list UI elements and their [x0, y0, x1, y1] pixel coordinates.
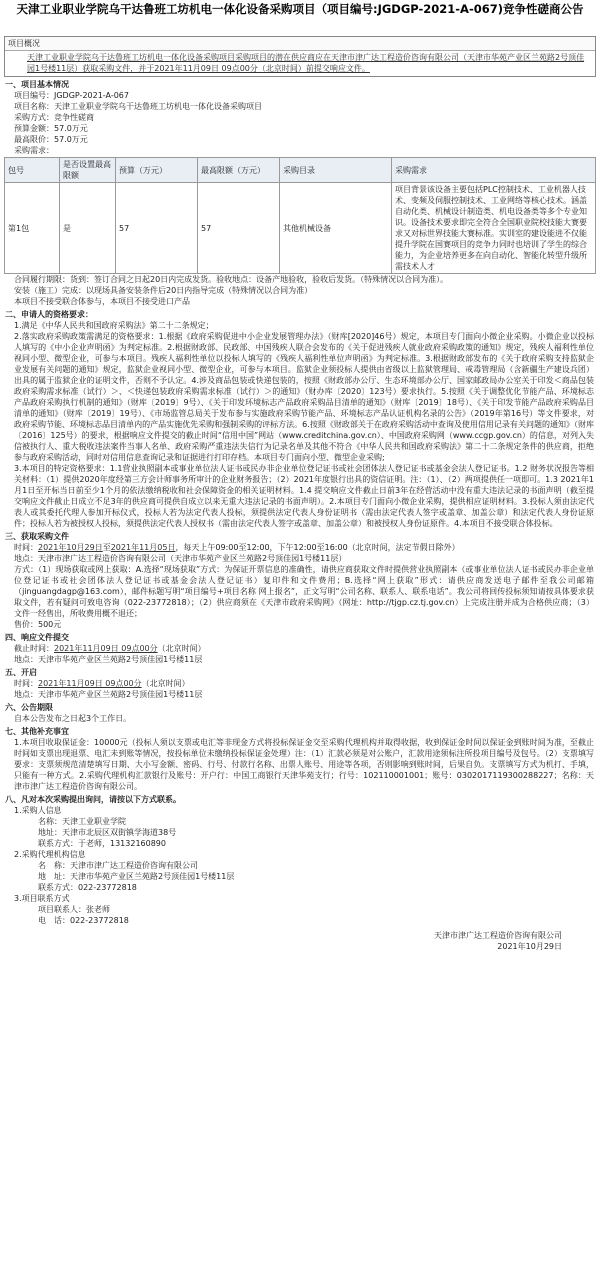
section-period-heading: 六、公告期限	[5, 703, 53, 712]
project-number: 项目编号：JGDGP-2021-A-067	[14, 91, 129, 100]
announcement-period: 自本公告发布之日起3个工作日。	[14, 714, 132, 723]
consortium-note: 本项目不接受联合体参与，本项目不接受进口产品	[14, 297, 190, 306]
announcement-page	[4, 0, 596, 952]
opening-time-suffix: （北京时间）	[141, 679, 190, 688]
col-header-package: 包号	[5, 158, 60, 183]
obtain-time	[4, 542, 596, 553]
section-contact-heading: 八、凡对本次采购提出询问，请按以下方式联系。	[5, 795, 181, 804]
procurement-needs-label: 采购需求：	[14, 146, 54, 155]
signature-block	[4, 930, 596, 952]
budget-amount: 预算金额：57.0万元	[14, 124, 88, 133]
signature-org: 天津市津广达工程造价咨询有限公司	[434, 931, 562, 940]
procurement-method: 采购方式：竞争性磋商	[14, 113, 94, 122]
obtain-time-end: 2021年11月05日	[110, 543, 176, 552]
purchaser-contact: 联系方式：于老师，13132160890	[38, 839, 166, 848]
cell-package: 第1包	[5, 183, 60, 274]
cell-has-limit: 是	[60, 183, 116, 274]
max-price: 最高限价：57.0万元	[14, 135, 88, 144]
obtain-place: 地点：天津市津广达工程造价咨询有限公司（天津市华苑产业区兰苑路2号顶佳园1号楼11层）	[14, 554, 347, 563]
opening-time-value: 2021年11月09日 09点00分	[38, 679, 142, 688]
section-opening-heading: 五、开启	[5, 668, 37, 677]
qualification-para-1: 1.满足《中华人民共和国政府采购法》第二十二条规定；	[14, 321, 214, 330]
submission-deadline-value: 2021年11月09日 09点00分	[54, 644, 158, 653]
submission-place: 地点：天津市华苑产业区兰苑路2号顶佳园1号楼11层	[14, 655, 203, 664]
table-header-row	[5, 158, 596, 183]
obtain-time-start: 2021年10月29日	[38, 543, 103, 552]
col-header-budget: 预算（万元）	[116, 158, 198, 183]
section-basic-info-heading: 一、项目基本情况	[5, 80, 69, 89]
project-name: 项目名称：天津工业职业学院乌干达鲁班工坊机电一体化设备采购项目	[14, 102, 262, 111]
obtain-time-suffix: ，每天上午09:00至12:00，下午12:00至16:00（北京时间，法定节假日除外）	[175, 543, 460, 552]
submission-deadline-prefix: 截止时间：	[14, 644, 54, 653]
purchaser-address: 地址：天津市北辰区双街镇学海道38号	[38, 828, 177, 837]
submission-deadline	[4, 643, 596, 654]
page-title: 天津工业职业学院乌干达鲁班工坊机电一体化设备采购项目（项目编号:JGDGP-2021-A-067)竞争性磋商公告	[16, 2, 584, 16]
opening-time	[4, 678, 596, 689]
col-header-has-limit: 是否设置最高限额	[60, 158, 116, 183]
overview-box	[4, 36, 596, 77]
agency-contact: 联系方式：022-23772818	[38, 883, 137, 892]
opening-time-prefix: 时间：	[14, 679, 38, 688]
cell-limit: 57	[198, 183, 280, 274]
purchaser-title: 1.采购人信息	[14, 806, 62, 815]
section-qualification-heading: 二、申请人的资格要求：	[5, 310, 93, 319]
obtain-time-mid: 至	[102, 543, 111, 552]
agency-name: 名 称：天津市津广达工程造价咨询有限公司	[38, 861, 198, 870]
agency-title: 2.采购代理机构信息	[14, 850, 86, 859]
supplementary-text: 1.本项目收取保证金：10000元（投标人须以支票或电汇等非现金方式将投标保证金交至采购代理机构并取得收据，收到保证金时间以保证金到账时间为准，至截止时间如支票出现退票、电汇未到账等情况，按投标单位未缴纳投标保证金处理）注：（1）汇款必须是对公账户，汇款用途须标注所投项目编号及包号。（2）支票填写要求：支票须规范清楚填写日期、大小写金额、密码、行号、付款行名称、出票人账号、用途等各项，否则影响到账时间，后果自负。支票填写方式为机打、手填，只能有一种方式。2.采购代理机构汇款银行及账号：开户行：中国工商银行天津华苑支行；行号：102110001001；账号：0302017119300288227；名称：天津市津广达工程造价咨询有限公司。	[14, 738, 594, 791]
project-contact-person: 项目联系人：张老师	[38, 905, 110, 914]
obtain-method: 方式：（1）现场获取或网上获取：A.选择“现场获取”方式：为保证开票信息的准确性，请供应商获取文件时提供营业执照副本（或事业单位法人证书或民办非企业单位登记证书或社会团体法人登记证书或基金会法人登记证书）复印件和文件费用；B.选择“网上获取”形式：请供应商发送电子邮件至我公司邮箱（jinguangdagp@163.com），邮件标题写明“项目编号+项目名称 网上报名”，正文写明“公司名称、联系人、联系电话”。我公司将回传投标须知请按具体要求获取文件，若有疑问可致电咨询（022-23772818）；（2）供应商须在《天津市政府采购网》（网址：http://tjgp.cz.tj.gov.cn）上完成注册并成为合格供应商；（3）文件一经售出，所收费用概不退还；	[14, 565, 594, 618]
overview-text	[5, 51, 595, 76]
section-submission-heading: 四、响应文件提交	[5, 633, 69, 642]
installation-note: 安装（施工）完成：以现场具备安装条件后20日内指导完成（特殊情况以合同为准）	[14, 286, 313, 295]
obtain-time-prefix: 时间：	[14, 543, 38, 552]
requirements-table	[4, 157, 596, 274]
project-contact-title: 3.项目联系方式	[14, 894, 70, 903]
overview-text-content: 天津工业职业学院乌干达鲁班工坊机电一体化设备采购项目采购项目的潜在供应商应在天津市津广达工程造价咨询有限公司（天津市华苑产业区兰苑路2号顶佳园1号楼11层）获取采购文件，并于2021年11月09日 09点00分（北京时间）前提交响应文件。	[27, 53, 585, 73]
obtain-price: 售价：500元	[14, 620, 62, 629]
overview-header: 项目概况	[5, 37, 595, 51]
qualification-para-2: 2.落实政府采购政策需满足的资格要求：1.根据《政府采购促进中小企业发展管理办法》（财库[2020]46号）规定，本项目专门面向小微企业采购。小微企业以投标人填写的《中小企业声明函》为判定标准。2.根据财政部、民政部、中国残疾人联合会发布的《关于促进残疾人就业政府采购政策的通知》规定，残疾人福利性单位视同小型、微型企业，可参与本项目。残疾人福利性单位以投标人填写的《残疾人福利性单位声明函》为判定标准。3.根据财政部发布的《关于政府采购支持监狱企业发展有关问题的通知》规定，监狱企业视同小型、微型企业，可参与本项目。监狱企业须投标人提供由省级以上监狱管理局、戒毒管理局（含新疆生产建设兵团）出具的属于监狱企业的证明文件，否则不予认定。4.涉及商品包装或快递包装的，按照《财政部办公厅、生态环境部办公厅、国家邮政局办公室关于印发＜商品包装政府采购需求标准（试行）＞、＜快递包装政府采购需求标准（试行）＞的通知》（财办库〔2020〕123号）要求执行。5.按照《关于调整优化节能产品、环境标志产品政府采购执行机制的通知》（财库〔2019〕9号）、《关于印发环境标志产品政府采购品目清单的通知》（财库〔2019〕18号）、《关于印发节能产品政府采购品目清单的通知》（财库〔2019〕19号）、《市场监管总局关于发布参与实施政府采购节能产品、环境标志产品认证机构名录的公告》（2019年第16号）等文件要求，对政府采购节能、环境标志品目清单内的产品实施优先采购和强制采购的评标方法。6.按照《财政部关于在政府采购活动中查询及使用信用记录有关问题的通知》（财库〔2016〕125号）的要求，根据响应文件提交的截止时间“信用中国”网站（www.creditchina.gov.cn）、中国政府采购网（www.ccgp.gov.cn）的信息，对列入失信被执行人、重大税收违法案件当事人名单、政府采购严重违法失信行为记录名单及其他不符合《中华人民共和国政府采购法》第二十二条规定条件的供应商，拒绝参与政府采购活动，同时对信用信息查询记录和证据进行打印存档。本项目专门面向小型、微型企业采购;	[14, 332, 594, 462]
contract-term: 合同履行期限：货到：签订合同之日起20日内完成发货。验收地点：设备产地验收，验收后发货。（特殊情况以合同为准）。	[14, 275, 449, 284]
purchaser-name: 名称：天津工业职业学院	[38, 817, 126, 826]
cell-needs: 项目背景该设备主要包括PLC控制技术、工业机器人技术、变频及伺服控制技术、工业网络等核心技术。涵盖自动化类、机械设计制造类、机电设备类等多个专业知识。设备技术要求即完全符合全国职业院校技能大赛要求又对标世界技能大赛标准。实训室的建设能进不仅能提升学院在国赛项目的竞争力同时也培训了学生的综合能力，为企业培养更多在向自动化、智能化转型升级所需技术人才	[392, 183, 596, 274]
opening-place: 地点：天津市华苑产业区兰苑路2号顶佳园1号楼11层	[14, 690, 203, 699]
col-header-catalog: 采购目录	[280, 158, 392, 183]
cell-catalog: 其他机械设备	[280, 183, 392, 274]
section-obtain-docs-heading: 三、获取采购文件	[5, 532, 69, 541]
submission-deadline-suffix: （北京时间）	[157, 644, 206, 653]
cell-budget: 57	[116, 183, 198, 274]
section-supplementary-heading: 七、其他补充事宜	[5, 727, 69, 736]
col-header-limit: 最高限额（万元）	[198, 158, 280, 183]
table-row	[5, 183, 596, 274]
project-contact-phone: 电 话：022-23772818	[38, 916, 129, 925]
signature-date: 2021年10月29日	[497, 942, 562, 951]
qualification-para-3: 3.本项目的特定资格要求：1.1营业执照副本或事业单位法人证书或民办非企业单位登记证书或社会团体法人登记证书或基金会法人登记证书。1.2 财务状况报告等相关材料：（1）提供2020年度经第三方会计师事务所审计的企业财务报告；（2）2021年度银行出具的资信证明。注：（1）、（2）两项提供任一项即可。1.3 2021年1月1日至开标当日前至少1个月的依法缴纳税收和社会保障资金的相关证明材料。1.4 提交响应文件截止日前3年在经营活动中没有重大违法记录的书面声明（截至提交响应文件截止日成立不足3年的供应商可提供自成立以来无重大违法记录的书面声明）。2.本项目专门面向小微企业采购，提供相应证明材料。3.投标人须由法定代表人或其委托代理人参加开标仪式，投标人若为法定代表人投标，须提供法定代表人身份证明书（需由法定代表人签字或盖章、加盖公章）和法定代表人身份证原件；投标人若为被授权人投标，须提供法定代表人授权书（需由法定代表人签字或盖章、加盖公章）和被授权人身份证原件。4.本项目不接受联合体投标。	[14, 464, 594, 528]
agency-address: 地 址：天津市华苑产业区兰苑路2号顶佳园1号楼11层	[38, 872, 235, 881]
col-header-needs: 采购需求	[392, 158, 596, 183]
